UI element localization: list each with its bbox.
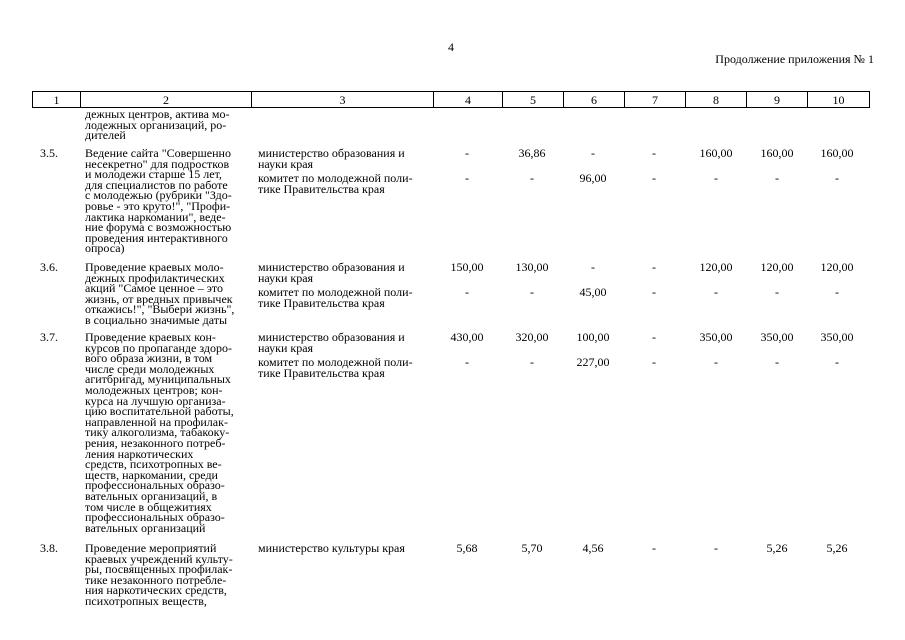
value-col6: 100,00 [576,330,610,344]
value-col8: - [714,285,718,299]
row-description: Проведение краевых кон- курсов по пропаганде здоро- вого образа жизни, в том числе среди молодежных агитбригад, муниципальных молодежных центров; кон- курса на лучшую организа- цию воспитательной работы, направленной на профилак- тику алкоголизма, табакоку- рения, незаконного потреб- ления наркотических средств, психотропных ве- ществ, наркомании, среди профессиональных образо- вательных организаций, в том числе в общежитиях профессиональных образо- вательных организаций [85,330,234,535]
header-cell: 8 [686,92,747,108]
header-cell: 2 [81,92,252,108]
continued-description: дежных центров, актива мо- лодежных организаций, ро- дителей [85,107,230,143]
value-col9: 160,00 [760,146,794,160]
value-col5: - [530,171,534,185]
value-col8: 160,00 [699,146,733,160]
value-col8: - [714,355,718,369]
value-col6: 4,56 [582,541,604,555]
value-col9: 5,26 [766,541,788,555]
value-col5: - [530,285,534,299]
row-number: 3.8. [40,541,58,555]
value-col5: - [530,355,534,369]
value-col10: 120,00 [820,260,854,274]
page-number: 4 [448,40,454,54]
executor-label: министерство культуры края [258,541,405,555]
header-cell: 7 [625,92,686,108]
value-col5: 130,00 [515,260,549,274]
value-col4: - [465,355,469,369]
value-col10: 160,00 [820,146,854,160]
value-col5: 5,70 [521,541,543,555]
executor-label: министерство образования и науки края [258,146,405,171]
value-col6: 96,00 [579,171,607,185]
value-col9: - [775,355,779,369]
header-cell: 6 [564,92,625,108]
executor-label: комитет по молодежной поли- тике Правительства края [258,355,413,380]
value-col10: - [835,355,839,369]
value-col7: - [652,146,656,160]
row-description: Проведение краевых моло- дежных профилактических акций "Самое ценное – это жизнь, от вредных привычек откажись!", "Выбери жизнь", в социально значимые даты [85,260,235,327]
value-col7: - [652,285,656,299]
value-col8: - [714,541,718,555]
value-col4: - [465,171,469,185]
header-cell: 5 [503,92,564,108]
value-col5: 36,86 [518,146,546,160]
value-col8: - [714,171,718,185]
value-col10: - [835,171,839,185]
value-col4: 430,00 [450,330,484,344]
header-cell: 3 [252,92,434,108]
value-col7: - [652,541,656,555]
row-number: 3.5. [40,146,58,160]
header-cell: 10 [808,92,870,108]
value-col7: - [652,330,656,344]
value-col9: 120,00 [760,260,794,274]
executor-label: министерство образования и науки края [258,260,405,285]
value-col6: 227,00 [576,355,610,369]
value-col4: 150,00 [450,260,484,274]
value-col8: 120,00 [699,260,733,274]
value-col10: 5,26 [826,541,848,555]
value-col6: 45,00 [579,285,607,299]
row-description: Проведение мероприятий краевых учреждений культу- ры, посвященных профилак- тике незаконного потребле- ния наркотических средств, психотропных веществ, [85,541,233,608]
header-cell: 1 [33,92,81,108]
continuation-title: Продолжение приложения № 1 [715,52,874,66]
column-header-table [32,91,870,108]
value-col7: - [652,260,656,274]
header-cell: 9 [747,92,808,108]
executor-label: министерство образования и науки края [258,330,405,355]
value-col4: - [465,285,469,299]
value-col9: - [775,171,779,185]
value-col7: - [652,355,656,369]
row-description: Ведение сайта "Совершенно несекретно" для подростков и молодежи старше 15 лет, для специалистов по работе с молодежью (рубрики "Здо- ровье - это круто!", "Профи- лактика наркомании", веде- ние форума с возможностью проведения интерактивного опроса) [85,146,232,256]
value-col10: 350,00 [820,330,854,344]
value-col6: - [591,260,595,274]
row-number: 3.7. [40,330,58,344]
value-col9: 350,00 [760,330,794,344]
header-cell: 4 [434,92,503,108]
value-col4: - [465,146,469,160]
value-col9: - [775,285,779,299]
value-col10: - [835,285,839,299]
header-row [33,92,870,108]
value-col5: 320,00 [515,330,549,344]
value-col8: 350,00 [699,330,733,344]
value-col4: 5,68 [456,541,478,555]
row-number: 3.6. [40,260,58,274]
value-col7: - [652,171,656,185]
executor-label: комитет по молодежной поли- тике Правительства края [258,285,413,310]
executor-label: комитет по молодежной поли- тике Правительства края [258,171,413,196]
value-col6: - [591,146,595,160]
